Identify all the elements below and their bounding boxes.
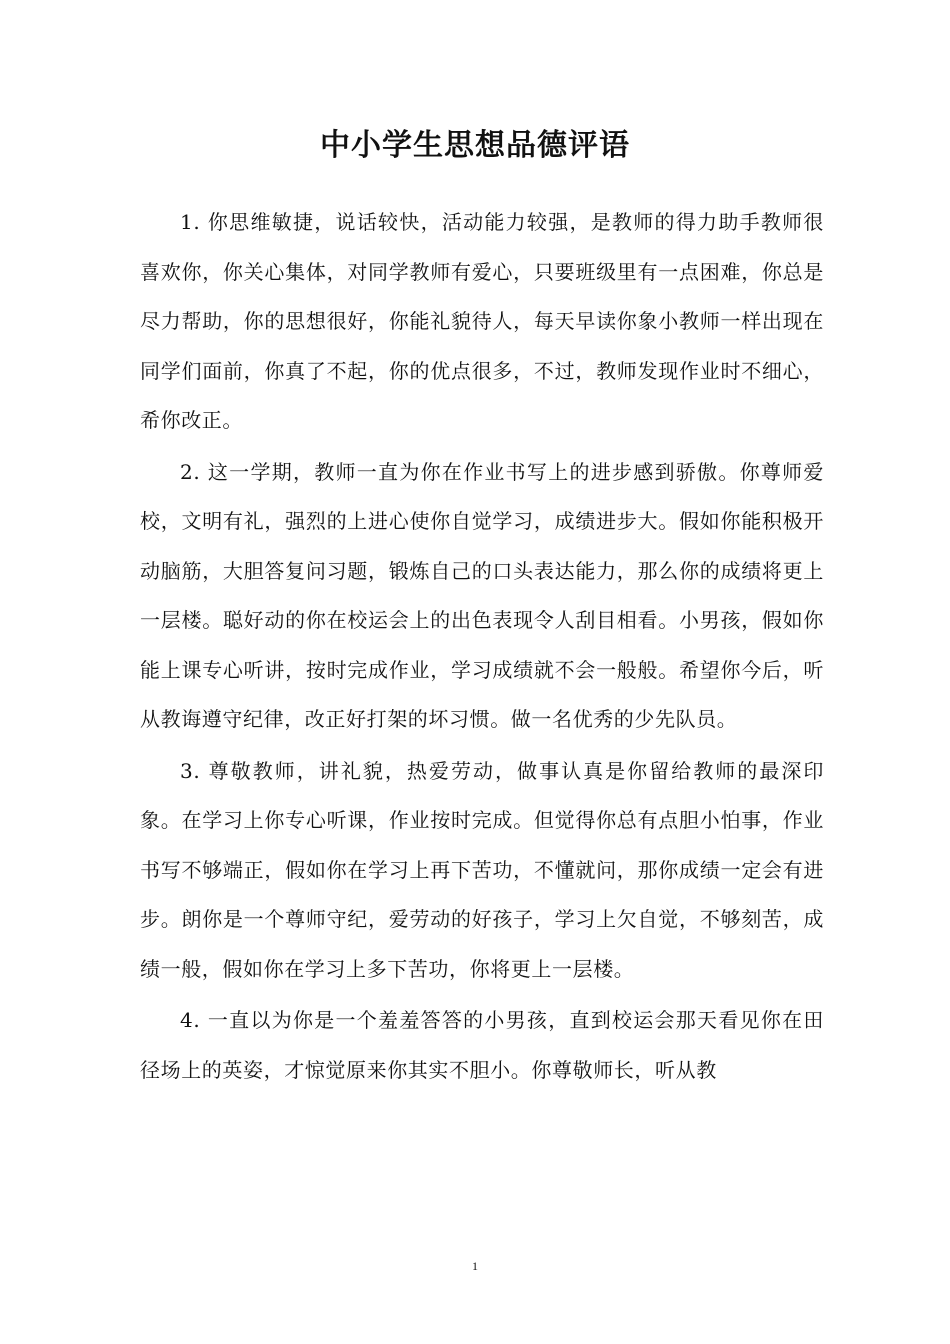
document-body — [140, 198, 824, 1097]
page-number: 1 — [472, 1259, 478, 1273]
paragraph-2: 2. 这一学期，教师一直为你在作业书写上的进步感到骄傲。你尊师爱校，文明有礼，强烈的上进心使你自觉学习，成绩进步大。假如你能积极开动脑筋，大胆答复问习题，锻炼自己的口头表达能力，那么你的成绩将更上一层楼。聪好动的你在校运会上的出色表现令人刮目相看。小男孩，假如你能上课专心听讲，按时完成作业，学习成绩就不会一般般。希望你今后，听从教诲遵守纪律，改正好打架的坏习惯。做一名优秀的少先队员。 — [140, 459, 824, 731]
paragraph-1: 1. 你思维敏捷，说话较快，活动能力较强，是教师的得力助手教师很喜欢你，你关心集体，对同学教师有爱心，只要班级里有一点困难，你总是尽力帮助，你的思想很好，你能礼貌待人，每天早读你象小教师一样出现在同学们面前，你真了不起，你的优点很多，不过，教师发现作业时不细心，希你改正。 — [140, 210, 824, 432]
document-title: 中小学生思想品德评语 — [320, 128, 630, 163]
paragraph-3: 3. 尊敬教师，讲礼貌，热爱劳动，做事认真是你留给教师的最深印象。在学习上你专心听课，作业按时完成。但觉得你总有点胆小怕事，作业书写不够端正，假如你在学习上再下苦功，不懂就问，那你成绩一定会有进步。朗你是一个尊师守纪，爱劳动的好孩子，学习上欠自觉，不够刻苦，成绩一般，假如你在学习上多下苦功，你将更上一层楼。 — [140, 758, 824, 981]
paragraph-4: 4. 一直以为你是一个羞羞答答的小男孩，直到校运会那天看见你在田径场上的英姿，才惊觉原来你其实不胆小。你尊敬师长，听从教 — [140, 1008, 824, 1082]
